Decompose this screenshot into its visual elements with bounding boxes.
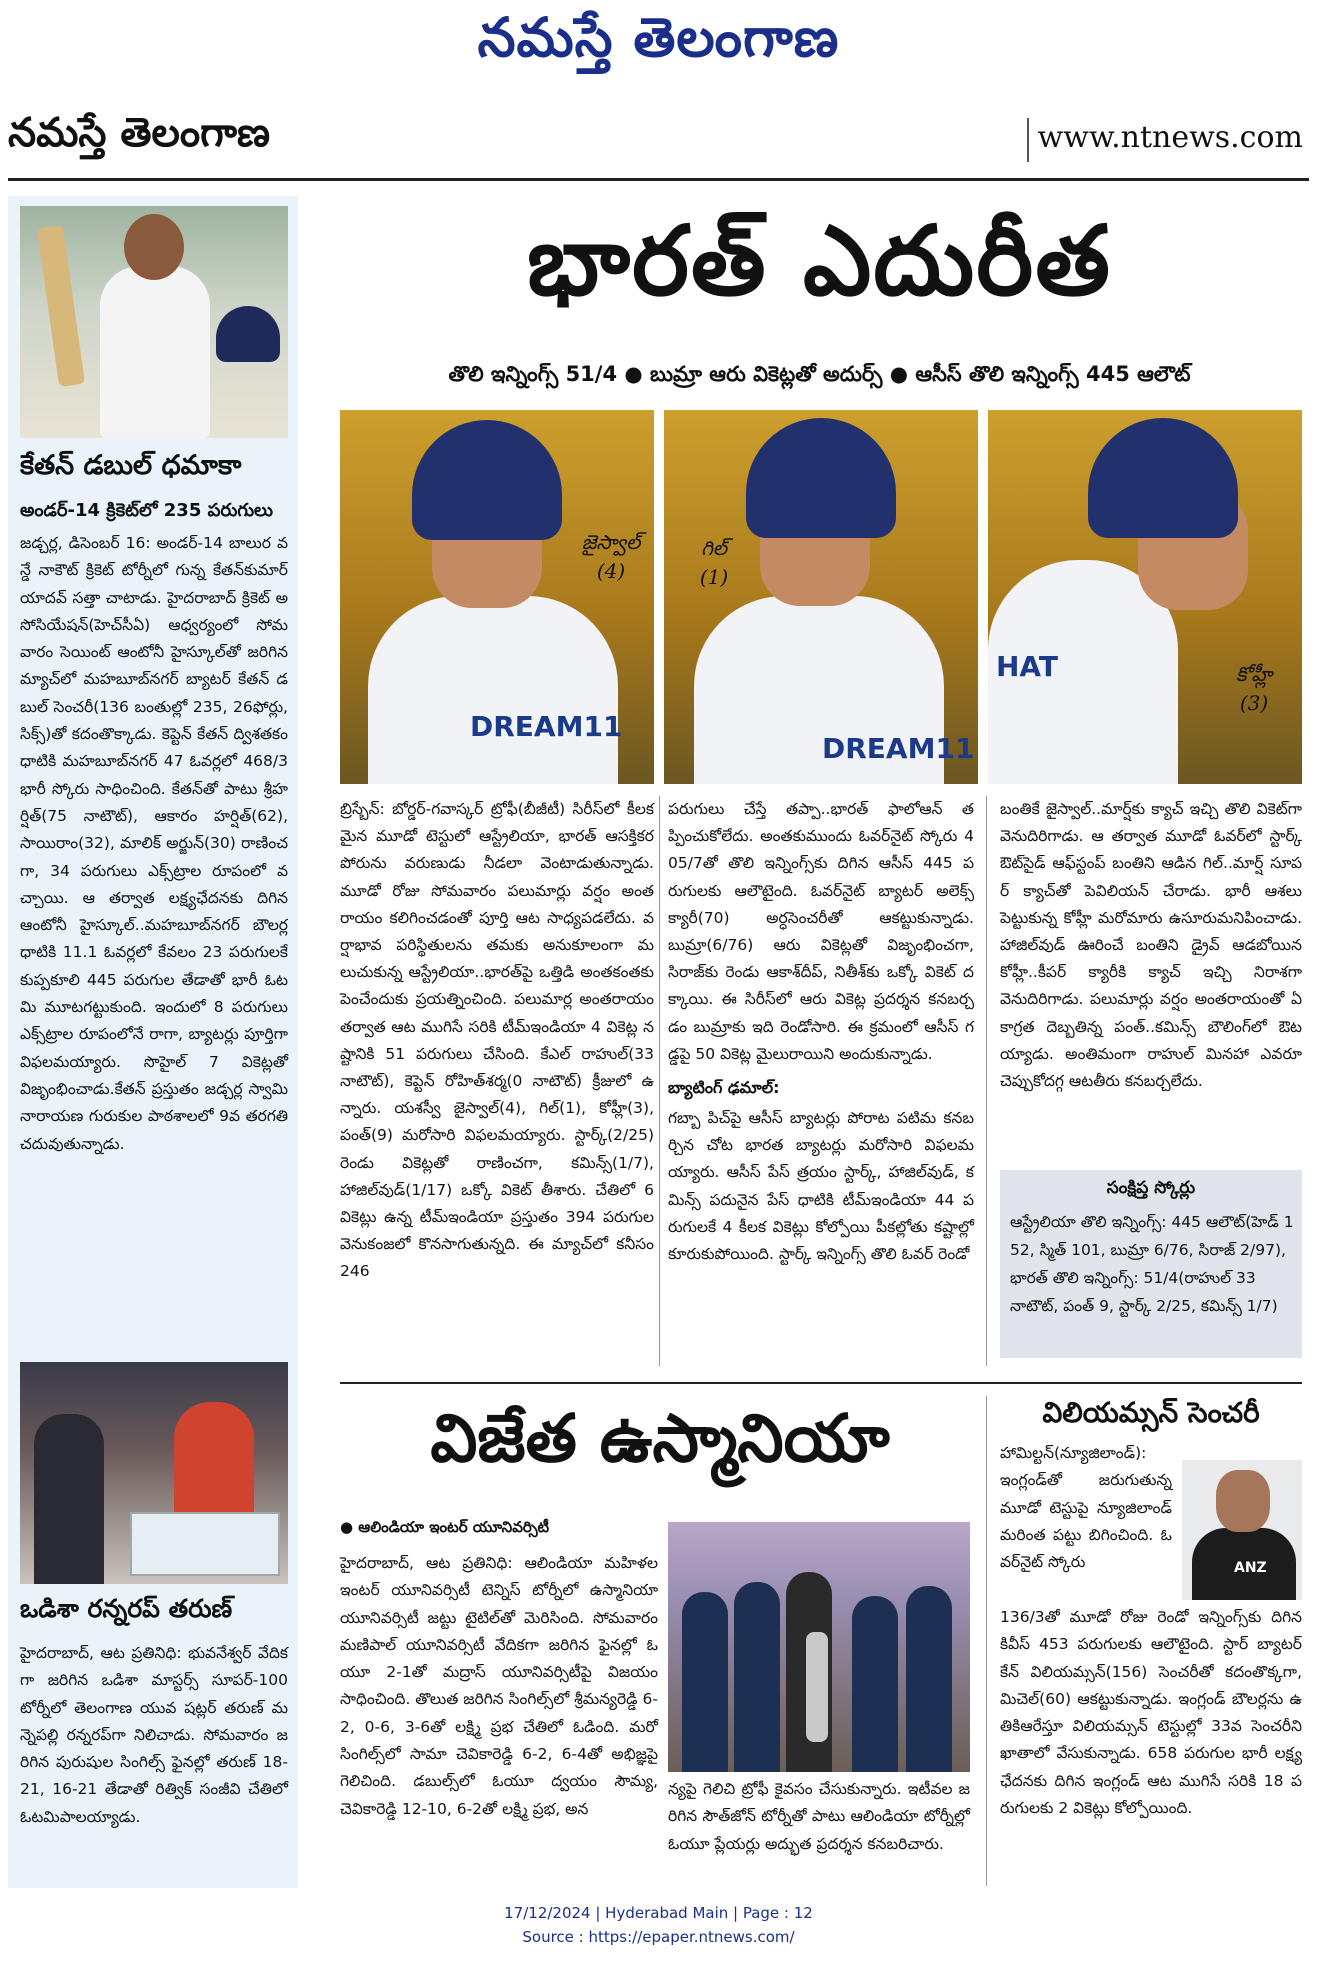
williamson-body-a: హామిల్టన్(న్యూజిలాండ్): ఇంగ్లండ్‌తో జరుగుతున్న మూడో టెస్టుపై న్యూజిలాండ్ మరింత పట్టు బిగించింది. ఓవర్‌నైట్ స్కోరు [1000, 1444, 1172, 1572]
masthead-rule [8, 178, 1309, 181]
article-column-1: బ్రిస్బేన్: బోర్డర్-గవాస్కర్ ట్రోఫీ(బీజీటీ) సిరీస్‌లో కీలకమైన మూడో టెస్టులో ఆస్ట్రేలియా, భారత్ ఆసక్తికర పోరును వరుణుడు నీడలా వెంటాడుతున్నాడు. మూడో రోజు సోమవారం పలుమార్లు వర్షం అంతరాయం కలిగించడంతో పూర్తి ఆట సాధ్యపడలేదు. వర్షాభావ పరిస్థితులను తమకు అనుకూలంగా మలుచుకున్న ఆస్ట్రేలియా..భారత్‌పై ఒత్తిడి అంతకంతకు పెంచేందుకు ప్రయత్నించింది. పలుమార్ల అంతరాయం తర్వాత ఆట ముగిసే సరికి టీమ్‌ఇండియా 4 వికెట్ల నష్టానికి 51 పరుగులు చేసింది. కేఎల్ రాహుల్(33 నాటౌట్), కెప్టెన్ రోహిత్‌శర్మ(0 నాటౌట్) క్రీజులో ఉన్నారు. యశస్వీ జైస్వాల్(4), గిల్(1), కోహ్లీ(3), పంత్(9) మరోసారి విఫలమయ్యారు. స్టార్క్(2/25) రెండు వికెట్లతో రాణించగా, కమిన్స్(1/7), హాజిల్‌వుడ్(1/17) ఒక్కో వికెట్ తీశారు. చేతిలో 6 వికెట్లు ఉన్న టీమ్‌ఇండియా ప్రస్తుతం 394 పరుగుల వెనుకంజలో కొనసాగుతున్నది. ఈ మ్యాచ్‌లో కనీసం 246 [340, 800, 654, 1281]
williamson-photo [1182, 1460, 1302, 1600]
player-figure [682, 1592, 728, 1772]
masthead-title: నమస్తే తెలంగాణ [8, 110, 271, 156]
column-rule [986, 1396, 987, 1886]
cheque-banner [130, 1512, 280, 1576]
official-figure [34, 1414, 104, 1584]
masthead-divider [1027, 118, 1029, 162]
helmet-shape [1088, 418, 1238, 538]
ketan-body: జడ్చర్ల, డిసెంబర్ 16: అండర్-14 బాలుర వన్డే నాకౌట్ క్రికెట్ టోర్నీలో గున్న కేతన్‌కుమార్ యాదవ్ సత్తా చాటాడు. హైదరాబాద్ క్రికెట్ అసోసియేషన్(హెచ్‌సీఏ) ఆధ్వర్యంలో సోమవారం సెయింట్ ఆంటోనీ హైస్కూల్‌తో జరిగిన మ్యాచ్‌లో మహబూబ్‌నగర్ బ్యాటర్ కేతన్ డబుల్ సెంచరీ(136 బంతుల్లో 235, 26ఫోర్లు, సిక్స్)తో కదంతొక్కాడు. కెప్టెన్ కేతన్ ద్విశతకం ధాటికి మహబూబ్‌నగర్ 47 ఓవర్లలో 468/3 భారీ స్కోరు సాధించింది. కేతన్‌తో పాటు శ్రీహర్షిత్(75 నాటౌట్), ఆకారం హర్షిత్(62), సాయిరాం(32), మాలిక్ అర్జున్(30) రాణించగా, 34 పరుగులు ఎక్స్‌ట్రాల రూపంలో వచ్చాయి. ఆ తర్వాత లక్ష్యఛేదనకు దిగిన ఆంటోనీ హైస్కూల్..మహబూబ్‌నగర్ బౌలర్ల ధాటికి 11.1 ఓవర్లలో కేవలం 23 పరుగులకే కుప్పకూలి 445 పరుగుల తేడాతో భారీ ఓటమి మూటగట్టుకుంది. ఇందులో 8 పరుగులు ఎక్స్‌ట్రాల రూపంలోనే రాగా, బ్యాటర్లు పూర్తిగా విఫలమయ్యారు. సొహైల్ 7 వికెట్లతో విజృంభించాడు.కేతన్ ప్రస్తుతం జడ్చర్ల స్వామి నారాయణ గురుకుల పాఠశాలలో 9వ తరగతి చదువుతున్నాడు. [20, 534, 288, 1153]
main-subline: తొలి ఇన్నింగ్స్ 51/4 ● బుమ్రా ఆరు వికెట్లతో అదుర్స్ ● ఆసీస్ తొలి ఇన్నింగ్స్ 445 ఆలౌట్ [448, 362, 1191, 386]
photo-caption-jaiswal [576, 530, 646, 583]
ketan-subhead: అండర్-14 క్రికెట్‌లో 235 పరుగులు [20, 500, 274, 521]
osmania-headline: విజేత ఉస్మానియా [430, 1400, 890, 1477]
williamson-body-b: 136/3తో మూడో రోజు రెండో ఇన్నింగ్స్‌కు దిగిన కివీస్ 453 పరుగులకు ఆలౌటైంది. స్టార్ బ్యాటర్ కేన్ విలియమ్సన్(156) సెంచరీతో కదంతొక్కగా, మిచెల్(60) ఆకట్టుకున్నాడు. ఇంగ్లండ్ బౌలర్లను ఉతికిఆరేస్తూ విలియమ్సన్ టెస్టుల్లో 33వ సెంచరీని ఖాతాలో వేసుకున్నాడు. 658 పరుగుల భారీ లక్ష్యఛేదనకు దిగిన ఇంగ్లండ్ ఆట ముగిసే సరికి 18 పరుగులకు 2 వికెట్లు కోల్పోయింది. [1000, 1608, 1302, 1818]
column-2-subhead: బ్యాటింగ్ ఢమాల్: [668, 1078, 780, 1098]
player-head [124, 214, 184, 280]
column-2-part-a: పరుగులు చేస్తే తప్పా..భారత్ ఫాలోఆన్ తప్పించుకోలేదు. అంతకుముందు ఓవర్‌నైట్ స్కోరు 405/7తో తొలి ఇన్నింగ్స్‌కు దిగిన ఆసీస్ 445 పరుగులకు ఆలౌటైంది. ఓవర్‌నైట్ బ్యాటర్ అలెక్స్ క్యారీ(70) అర్ధసెంచరీతో ఆకట్టుకున్నాడు. బుమ్రా(6/76) ఆరు వికెట్లతో విజృంభించగా, సిరాజ్‌కు రెండు ఆకాశ్‌దీప్, నితీశ్‌కు ఒక్కో వికెట్ దక్కాయి. ఈ సిరీస్‌లో ఆరు వికెట్ల ప్రదర్శన కనబర్చడం బుమ్రాకు ఇది రెండోసారి. ఈ క్రమంలో ఆసీస్ గడ్డపై 50 వికెట్ల మైలురాయిని అందుకున్నాడు. [668, 800, 974, 1063]
bat-shape [37, 225, 85, 387]
footer-source-link[interactable]: Source : https://epaper.ntnews.com/ [522, 1928, 795, 1946]
ketan-headline: కేతన్ డబుల్ ధమాకా [20, 450, 242, 481]
photo-caption-gill [684, 536, 744, 589]
helmet-shape [216, 306, 280, 362]
shirt-sponsor: HAT [996, 650, 1059, 683]
osmania-kicker: ● ఆలిండియా ఇంటర్ యూనివర్సిటీ [340, 1518, 550, 1536]
ketan-photo [20, 206, 288, 438]
footer-date-edition: 17/12/2024 | Hyderabad Main | Page : 12 [504, 1904, 813, 1922]
caption-name: కోహ్లీ [1235, 662, 1273, 686]
main-headline: భారత్ ఎదురీత [527, 205, 1112, 317]
shirt-shape [368, 596, 618, 784]
shirt-sponsor: DREAM11 [470, 710, 623, 743]
osmania-body: హైదరాబాద్, ఆట ప్రతినిధి: ఆలిండియా మహిళల ఇంటర్ యూనివర్సిటీ టెన్నిస్ టోర్నీలో ఉస్మానియా యూనివర్సిటీ జట్టు టైటిల్‌తో మెరిసింది. సోమవారం మణిపాల్ యూనివర్సిటీ వేదికగా జరిగిన ఫైనల్లో ఓయూ 2-1తో మద్రాస్ యూనివర్సిటీపై విజయం సాధించింది. తొలుత జరిగిన సింగిల్స్‌లో శ్రీమన్యరెడ్డి 6-2, 0-6, 3-6తో లక్ష్మి ప్రభ చేతిలో ఓడింది. మరో సింగిల్స్‌లో సామా చెవికారెడ్డి 6-2, 6-4తో అభిజ్ఞపై గెలిచింది. డబుల్స్‌లో ఓయూ ద్వయం సౌమ్య, చెవికారెడ్డి 12-10, 6-2తో లక్ష్మి ప్రభ, అన [340, 1554, 659, 1818]
trophy-shape [806, 1632, 828, 1742]
williamson-headline: విలియమ్సన్ సెంచరీ [1042, 1396, 1260, 1429]
helmet-shape [746, 418, 896, 538]
shirt-sponsor: ANZ [1234, 1560, 1267, 1576]
kohli-photo [988, 410, 1302, 784]
player-body [100, 266, 210, 438]
gill-photo [664, 410, 978, 784]
shirt-sponsor: DREAM11 [822, 732, 975, 765]
caption-name: గిల్ [701, 536, 727, 560]
caption-score: (3) [1239, 691, 1269, 715]
article-column-3: బంతికే జైస్వాల్..మార్ష్‌కు క్యాచ్ ఇచ్చి తొలి వికెట్‌గా వెనుదిరిగాడు. ఆ తర్వాత మూడో ఓవర్‌లో స్టార్క్ ఔట్‌సైడ్ ఆఫ్‌స్టంప్ బంతిని ఆడిన గిల్..మార్ష్ సూపర్ క్యాచ్‌తో పెవిలియన్ చేరాడు. భారీ ఆశలు పెట్టుకున్న కోహ్లీ మరోమారు ఉసూరుమనిపించాడు. హాజిల్‌వుడ్ ఊరించే బంతిని డ్రైవ్ ఆడబోయిన కోహ్లీ..కీపర్ క్యారీకి క్యాచ్ ఇచ్చి నిరాశగా వెనుదిరిగాడు. పలుమార్లు వర్షం అంతరాయంతో ఏకాగ్రత దెబ్బతిన్న పంత్..కమిన్స్ బౌలింగ్‌లో ఔటయ్యాడు. అంతిమంగా రాహుల్ మినహా ఎవరూ చెప్పుకోదగ్గ ఆటతీరు కనబర్చలేదు. [1000, 800, 1302, 1091]
helmet-shape [412, 420, 562, 540]
tarun-figure [174, 1402, 254, 1522]
tarun-body: హైదరాబాద్, ఆట ప్రతినిధి: భువనేశ్వర్ వేదికగా జరిగిన ఒడిశా మాస్టర్స్ సూపర్-100 టోర్నీలో తెలంగాణ యువ షట్లర్ తరుణ్ మన్నెపల్లి రన్నరప్‌గా నిలిచాడు. సోమవారం జరిగిన పురుషుల సింగిల్స్ ఫైనల్లో తరుణ్ 18-21, 16-21 తేడాతో రిత్విక్ సంజీవి చేతిలో ఓటమిపాలయ్యాడు. [20, 1644, 288, 1826]
jaiswal-photo [340, 410, 654, 784]
player-head [1216, 1470, 1270, 1532]
caption-score: (4) [596, 559, 626, 583]
tarun-photo [20, 1362, 288, 1584]
scorecard-title: సంక్షిప్త స్కోర్లు [1106, 1178, 1196, 1198]
osmania-body-continued: న్యపై గెలిచి ట్రోఫీ కైవసం చేసుకున్నారు. ఇటీవల జరిగిన సౌత్‌జోన్ టోర్నీతో పాటు ఆలిండియా టోర్నీల్లో ఓయూ ప్లేయర్లు అద్భుత ప్రదర్శన కనబరిచారు. [668, 1780, 970, 1853]
caption-score: (1) [699, 565, 729, 589]
column-rule [659, 796, 660, 1366]
masthead-url[interactable]: www.ntnews.com [1037, 120, 1303, 155]
photo-caption-kohli [1214, 662, 1294, 715]
article-column-2 [668, 796, 974, 1268]
player-figure [734, 1582, 780, 1772]
caption-name: జైస్వాల్ [581, 530, 641, 554]
tarun-headline: ఒడిశా రన్నరప్ తరుణ్ [20, 1594, 233, 1623]
player-figure [852, 1596, 898, 1772]
player-figure [906, 1586, 952, 1772]
newspaper-logo: నమస్తే తెలంగాణ [477, 6, 840, 69]
column-2-part-b: గబ్బా పిచ్‌పై ఆసీస్ బ్యాటర్లు పోరాట పటిమ కనబర్చిన చోట భారత బ్యాటర్లు మరోసారి విఫలమయ్యారు. ఆసీస్ పేస్ త్రయం స్టార్క్, హాజిల్‌వుడ్, కమిన్స్ పదునైన పేస్ ధాటికి టీమ్‌ఇండియా 44 పరుగులకే 4 కీలక వికెట్లు కోల్పోయి పీకల్లోతు కష్టాల్లో కూరుకుపోయింది. స్టార్క్ ఇన్నింగ్స్ తొలి ఓవర్ రెండో [668, 1109, 974, 1264]
osmania-team-photo [668, 1522, 970, 1772]
scorecard-body: ఆస్ట్రేలియా తొలి ఇన్నింగ్స్: 445 ఆలౌట్(హెడ్ 152, స్మిత్ 101, బుమ్రా 6/76, సిరాజ్ 2/97), భారత్ తొలి ఇన్నింగ్స్: 51/4(రాహుల్ 33 నాటౌట్, పంత్ 9, స్టార్క్ 2/25, కమిన్స్ 1/7) [1010, 1213, 1294, 1315]
section-rule [340, 1382, 1302, 1384]
column-rule [986, 796, 987, 1366]
